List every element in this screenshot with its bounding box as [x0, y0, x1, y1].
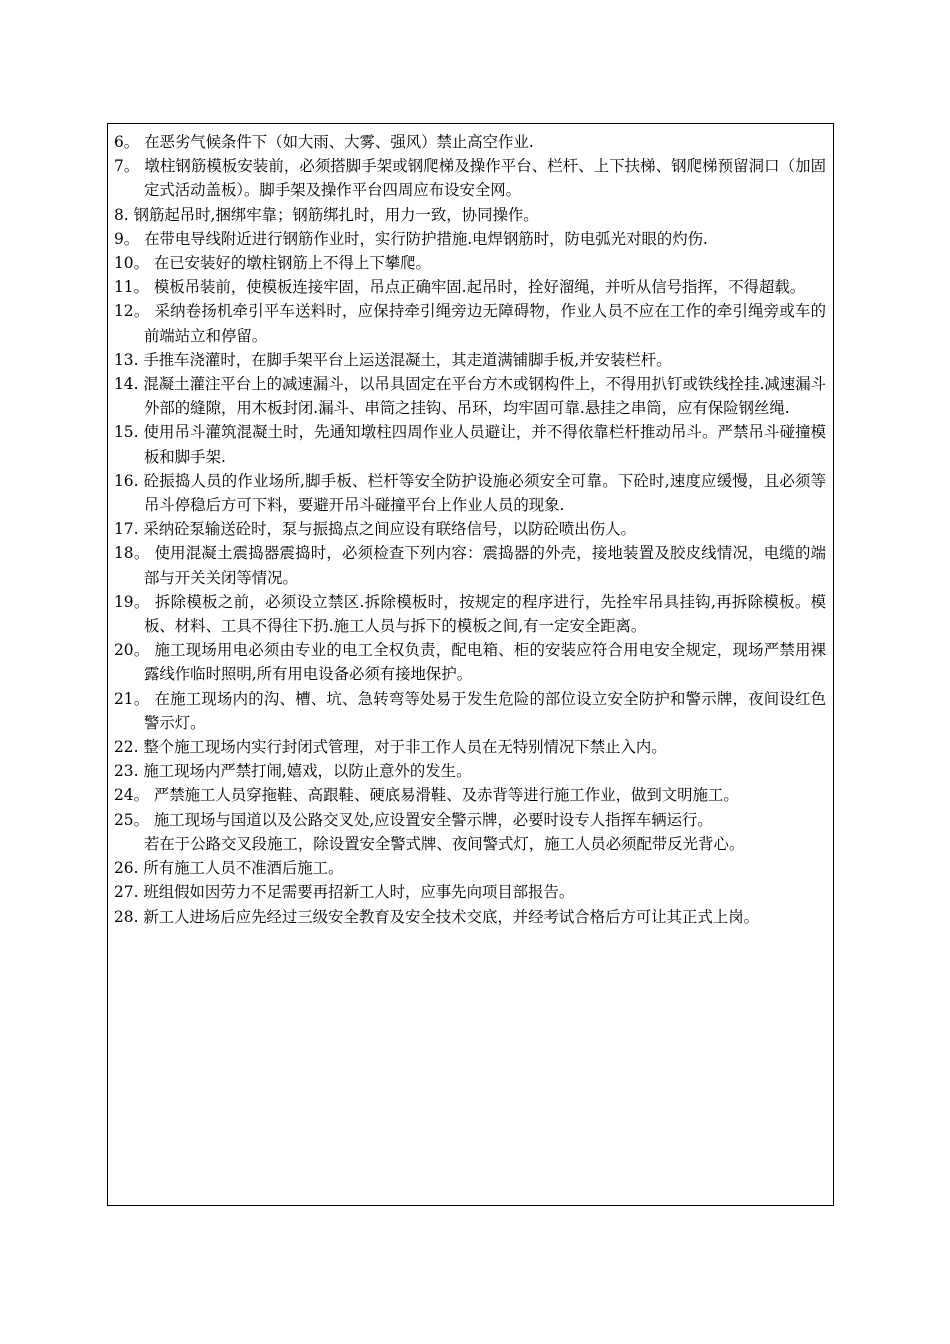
document-frame	[107, 123, 834, 1206]
rule-item-28: 28. 新工人进场后应先经过三级安全教育及安全技术交底，并经考试合格后方可让其正式上岗。	[114, 907, 759, 926]
rule-item-25: 25。 施工现场与国道以及公路交叉处,应设置安全警示牌，必要时设专人指挥车辆运行。	[114, 810, 713, 829]
rule-item-8: 8. 钢筋起吊时,捆绑牢靠；钢筋绑扎时，用力一致，协同操作。	[114, 205, 539, 224]
rule-item-10: 10。 在已安装好的墩柱钢筋上不得上下攀爬。	[114, 254, 431, 273]
rule-item-22: 22. 整个施工现场内实行封闭式管理，对于非工作人员在无特别情况下禁止入内。	[114, 738, 667, 757]
rule-item-12: 12。 采纳卷扬机牵引平车送料时，应保持牵引绳旁边无障碍物，作业人员不应在工作的牵引绳旁或车的前端站立和停留。	[114, 302, 826, 345]
rule-item-24: 24。 严禁施工人员穿拖鞋、高跟鞋、硬底易滑鞋、及赤背等进行施工作业，做到文明施工。	[114, 786, 739, 805]
rule-item-17: 17. 采纳砼泵输送砼时，泵与振捣点之间应设有联络信号，以防砼喷出伤人。	[114, 520, 636, 539]
rule-item-18: 18。 使用混凝土震捣器震捣时，必须检查下列内容：震捣器的外壳，接地装置及胶皮线情况，电缆的端部与开关关闭等情况。	[114, 544, 826, 587]
rule-item-26: 26. 所有施工人员不准酒后施工。	[114, 859, 344, 878]
rule-item-11: 11。 模板吊装前，使模板连接牢固，吊点正确牢固.起吊时，拴好溜绳，并听从信号指挥，不得超载。	[114, 278, 806, 297]
safety-rules-list	[114, 130, 826, 929]
rule-item-15: 15. 使用吊斗灌筑混凝土时，先通知墩柱四周作业人员避让，并不得依靠栏杆推动吊斗。严禁吊斗碰撞模板和脚手架.	[114, 423, 826, 466]
rule-item-9: 9。 在带电导线附近进行钢筋作业时，实行防护措施.电焊钢筋时，防电弧光对眼的灼伤.	[114, 229, 708, 248]
rule-item-16: 16. 砼振捣人员的作业场所,脚手板、栏杆等安全防护设施必须安全可靠。下砼时,速度应缓慢，且必须等吊斗停稳后方可下料，要避开吊斗碰撞平台上作业人员的现象.	[114, 471, 826, 515]
rule-item-25-note: 若在于公路交叉段施工，除设置安全警式牌、夜间警式灯，施工人员必须配带反光背心。	[144, 834, 745, 853]
rule-item-27: 27. 班组假如因劳力不足需要再招新工人时，应事先向项目部报告。	[114, 883, 575, 902]
rule-item-19: 19。 拆除模板之前，必须设立禁区.拆除模板时，按规定的程序进行，先拴牢吊具挂钩,再拆除模板。模板、材料、工具不得往下扔.施工人员与拆下的模板之间,有一定安全距离。	[114, 592, 826, 636]
rule-item-21: 21。 在施工现场内的沟、槽、坑、急转弯等处易于发生危险的部位设立安全防护和警示牌，夜间设红色警示灯。	[114, 689, 826, 732]
rule-item-13: 13. 手推车浇灌时，在脚手架平台上运送混凝土，其走道满铺脚手板,并安装栏杆。	[114, 350, 672, 369]
rule-item-7: 7。 墩柱钢筋模板安装前，必须搭脚手架或钢爬梯及操作平台、栏杆、上下扶梯、钢爬梯预留洞口（加固定式活动盖板）。脚手架及操作平台四周应布设安全网。	[114, 157, 826, 200]
rule-item-6: 6。 在恶劣气候条件下（如大雨、大雾、强风）禁止高空作业.	[114, 133, 534, 151]
rule-item-14: 14. 混凝土灌注平台上的减速漏斗，以吊具固定在平台方木或钢构件上，不得用扒钉或铁线拴挂.减速漏斗外部的缝隙，用木板封闭.漏斗、串筒之挂钩、吊环，均牢固可靠.悬挂之串筒，应有保险钢丝绳.	[114, 375, 826, 418]
rule-item-23: 23. 施工现场内严禁打闹,嬉戏，以防止意外的发生。	[114, 762, 472, 781]
rule-item-20: 20。 施工现场用电必须由专业的电工全权负责，配电箱、柜的安装应符合用电安全规定，现场严禁用裸露线作临时照明,所有用电设备必须有接地保护。	[114, 641, 826, 684]
